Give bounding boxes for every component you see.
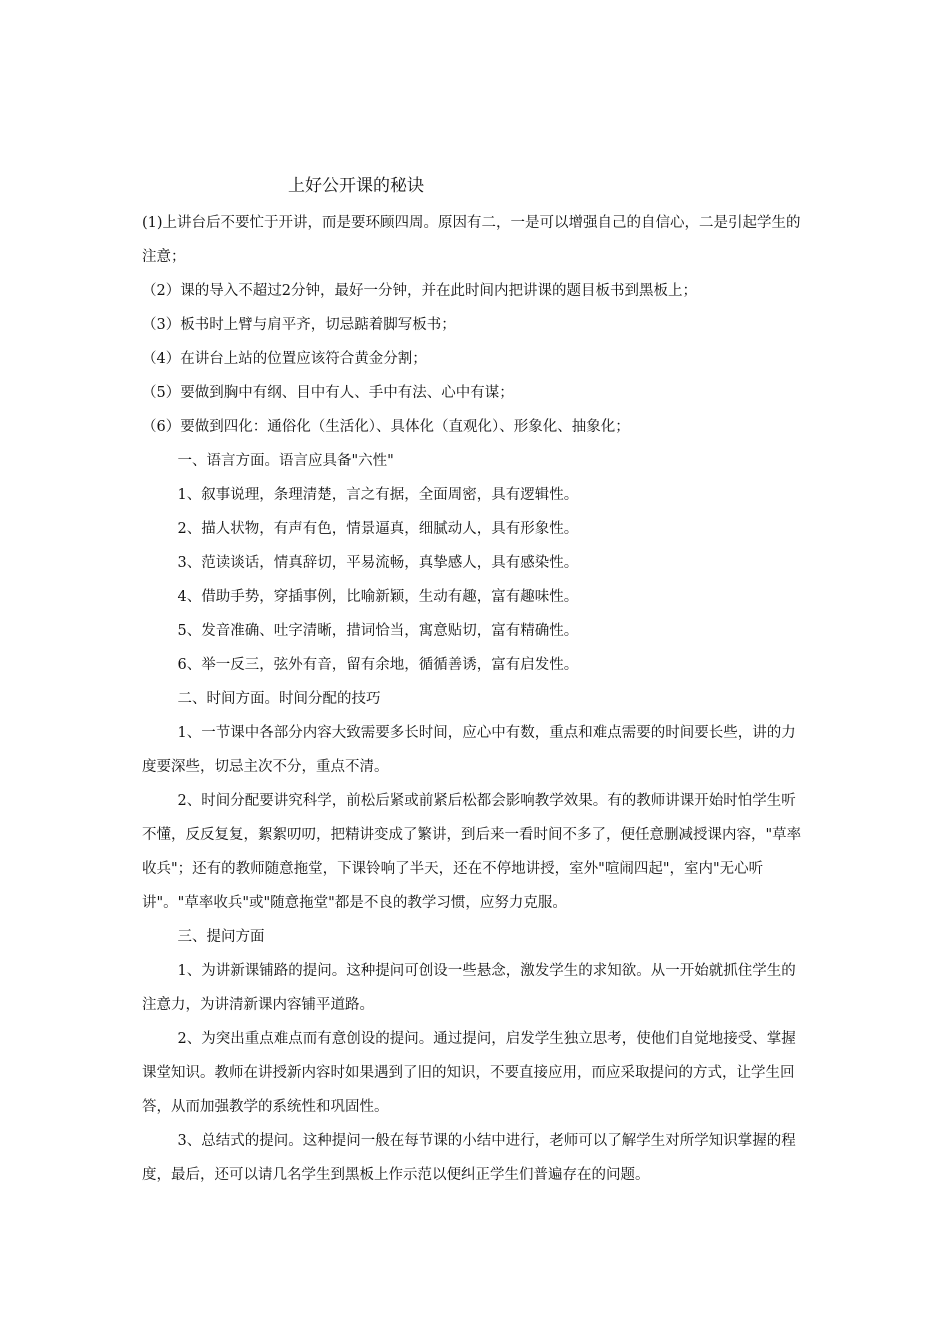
paragraph-4: （4）在讲台上站的位置应该符合黄金分割； (142, 351, 427, 367)
list-item: 2、描人状物，有声有色，情景逼真，细腻动人，具有形象性。 (177, 521, 579, 537)
paragraph-2: （2）课的导入不超过2分钟，最好一分钟，并在此时间内把讲课的题目板书到黑板上； (142, 283, 697, 299)
paragraph-3: （3）板书时上臂与肩平齐，切忌踮着脚写板书； (142, 317, 456, 333)
list-item: 1、为讲新课铺路的提问。这种提问可创设一些悬念，激发学生的求知欲。从一开始就抓住学生的注意力，为讲清新课内容铺平道路。 (142, 963, 796, 1013)
paragraph-6: （6）要做到四化：通俗化（生活化）、具体化（直观化）、形象化、抽象化； (142, 419, 630, 435)
list-item: 2、时间分配要讲究科学，前松后紧或前紧后松都会影响教学效果。有的教师讲课开始时怕学生听不懂，反反复复，絮絮叨叨，把精讲变成了繁讲，到后来一看时间不多了，便任意删减授课内容，"草率收兵"；还有的教师随意拖堂，下课铃响了半天，还在不停地讲授，室外"喧闹四起"，室内"无心听讲"。"草率收兵"或"随意拖堂"都是不良的教学习惯，应努力克服。 (142, 793, 802, 911)
list-item: 4、借助手势，穿插事例，比喻新颖，生动有趣，富有趣味性。 (177, 589, 579, 605)
paragraph-1: (1)上讲台后不要忙于开讲，而是要环顾四周。原因有二，一是可以增强自己的自信心，二是引起学生的注意； (142, 215, 801, 265)
list-item: 1、一节课中各部分内容大致需要多长时间，应心中有数，重点和难点需要的时间要长些，讲的力度要深些，切忌主次不分，重点不清。 (142, 725, 796, 775)
list-item: 5、发音准确、吐字清晰，措词恰当，寓意贴切，富有精确性。 (177, 623, 579, 639)
section-heading-time: 二、时间方面。时间分配的技巧 (177, 691, 381, 707)
section-heading-language: 一、语言方面。语言应具备"六性" (177, 453, 394, 469)
list-item: 1、叙事说理，条理清楚，言之有据，全面周密，具有逻辑性。 (177, 487, 579, 503)
section-heading-questioning: 三、提问方面 (177, 929, 265, 945)
list-item: 6、举一反三，弦外有音，留有余地，循循善诱，富有启发性。 (177, 657, 579, 673)
list-item: 3、总结式的提问。这种提问一般在每节课的小结中进行，老师可以了解学生对所学知识掌握的程度，最后，还可以请几名学生到黑板上作示范以便纠正学生们普遍存在的问题。 (142, 1133, 796, 1183)
paragraph-5: （5）要做到胸中有纲、目中有人、手中有法、心中有谋； (142, 385, 514, 401)
list-item: 3、范读谈话，情真辞切，平易流畅，真挚感人，具有感染性。 (177, 555, 579, 571)
list-item: 2、为突出重点难点而有意创设的提问。通过提问，启发学生独立思考，使他们自觉地接受、掌握课堂知识。教师在讲授新内容时如果遇到了旧的知识，不要直接应用，而应采取提问的方式，让学生回答，从而加强教学的系统性和巩固性。 (142, 1031, 796, 1115)
document-title: 上好公开课的秘诀 (288, 176, 424, 196)
document-body (142, 206, 810, 1192)
